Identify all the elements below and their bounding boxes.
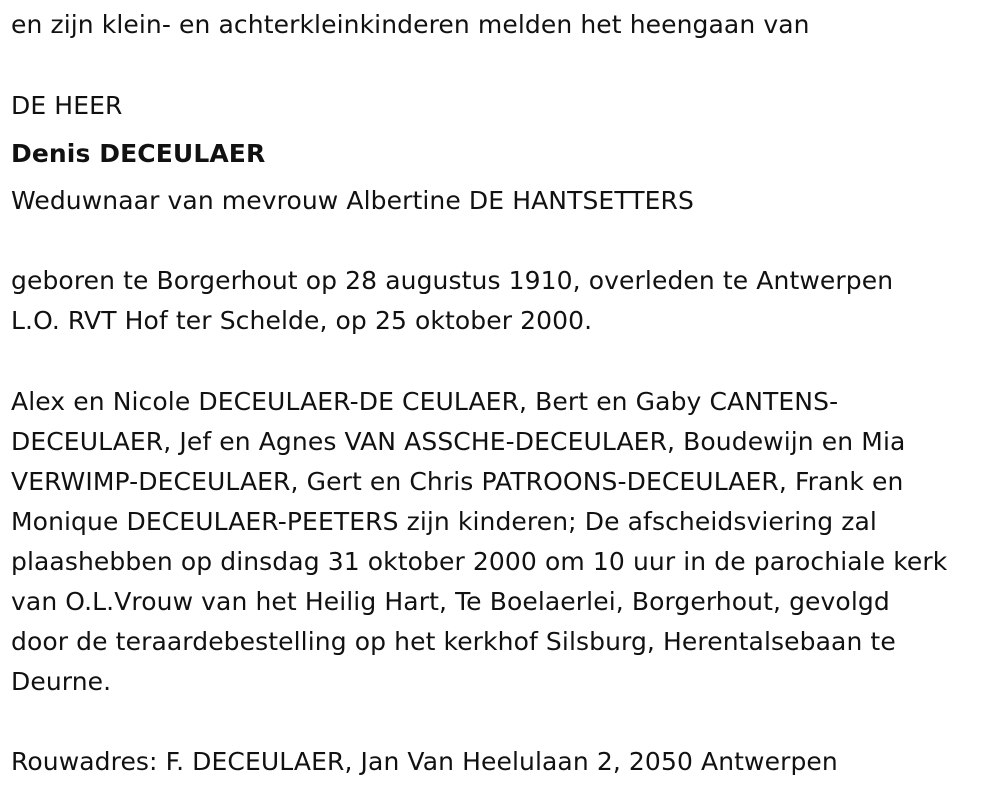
family-line: Alex en Nicole DECEULAER-DE CEULAER, Bert en Gaby CANTENS- bbox=[11, 387, 839, 416]
birth-death-line: L.O. RVT Hof ter Schelde, op 25 oktober 2000. bbox=[11, 306, 593, 335]
birth-death-line: geboren te Borgerhout op 28 augustus 1910, overleden te Antwerpen bbox=[11, 266, 894, 295]
deceased-name: Denis DECEULAER bbox=[11, 139, 266, 168]
widower-line: Weduwnaar van mevrouw Albertine DE HANTSETTERS bbox=[11, 186, 694, 215]
family-line: door de teraardebestelling op het kerkhof Silsburg, Herentalsebaan te bbox=[11, 627, 896, 656]
family-line: Monique DECEULAER-PEETERS zijn kinderen; De afscheidsviering zal bbox=[11, 507, 877, 536]
family-line: van O.L.Vrouw van het Heilig Hart, Te Boelaerlei, Borgerhout, gevolgd bbox=[11, 587, 890, 616]
family-paragraph bbox=[11, 382, 996, 702]
mourning-address: Rouwadres: F. DECEULAER, Jan Van Heelulaan 2, 2050 Antwerpen bbox=[11, 747, 838, 776]
birth-death-paragraph bbox=[11, 261, 996, 341]
intro-line: en zijn klein- en achterkleinkinderen melden het heengaan van bbox=[11, 10, 810, 39]
family-line: VERWIMP-DECEULAER, Gert en Chris PATROONS-DECEULAER, Frank en bbox=[11, 467, 904, 496]
family-line: Deurne. bbox=[11, 667, 112, 696]
family-line: plaashebben op dinsdag 31 oktober 2000 om 10 uur in de parochiale kerk bbox=[11, 547, 948, 576]
honorific: DE HEER bbox=[11, 91, 123, 120]
family-line: DECEULAER, Jef en Agnes VAN ASSCHE-DECEULAER, Boudewijn en Mia bbox=[11, 427, 906, 456]
